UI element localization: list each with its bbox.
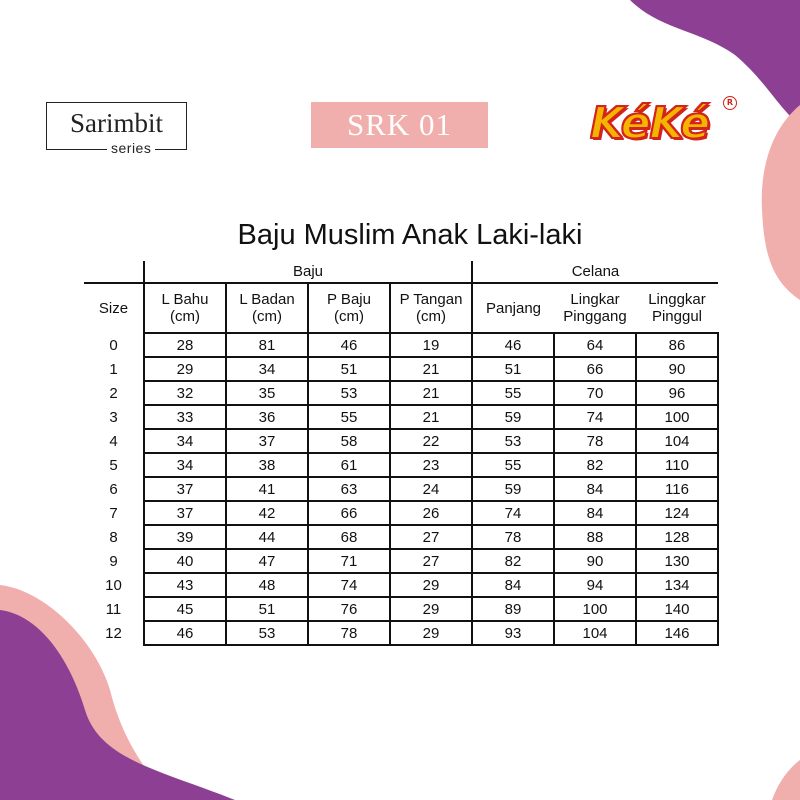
table-cell: 100 xyxy=(554,597,636,621)
table-cell: 74 xyxy=(554,405,636,429)
table-cell: 34 xyxy=(226,357,308,381)
table-cell: 134 xyxy=(636,573,718,597)
table-cell: 53 xyxy=(472,429,554,453)
table-cell: 29 xyxy=(390,597,472,621)
table-cell: 146 xyxy=(636,621,718,645)
column-header-3: P Baju (cm) xyxy=(308,283,390,333)
table-cell: 70 xyxy=(554,381,636,405)
table-cell: 55 xyxy=(308,405,390,429)
table-cell: 90 xyxy=(636,357,718,381)
group-header-empty xyxy=(84,261,144,283)
group-header-row xyxy=(84,261,718,283)
table-cell: 47 xyxy=(226,549,308,573)
table-cell: 93 xyxy=(472,621,554,645)
table-cell: 46 xyxy=(308,333,390,357)
table-cell: 40 xyxy=(144,549,226,573)
table-cell: 82 xyxy=(472,549,554,573)
table-cell: 59 xyxy=(472,405,554,429)
table-cell: 35 xyxy=(226,381,308,405)
table-cell: 104 xyxy=(554,621,636,645)
table-cell: 63 xyxy=(308,477,390,501)
column-header-1: L Bahu (cm) xyxy=(144,283,226,333)
size-cell: 11 xyxy=(105,600,122,618)
column-header-5: Panjang xyxy=(485,299,542,317)
sarimbit-logo-sub: series xyxy=(107,141,155,155)
table-row xyxy=(84,621,718,645)
column-header-4: P Tangan (cm) xyxy=(390,283,472,333)
size-cell: 8 xyxy=(109,528,118,546)
table-row xyxy=(84,573,718,597)
table-row xyxy=(84,405,718,429)
table-cell: 86 xyxy=(636,333,718,357)
table-cell: 33 xyxy=(144,405,226,429)
size-cell: 6 xyxy=(109,480,118,498)
table-cell: 42 xyxy=(226,501,308,525)
table-cell: 46 xyxy=(472,333,554,357)
table-cell: 78 xyxy=(554,429,636,453)
column-header-2: L Badan (cm) xyxy=(226,283,308,333)
sarimbit-logo-word: Sarimbit xyxy=(70,108,163,138)
table-cell: 88 xyxy=(554,525,636,549)
table-row xyxy=(84,381,718,405)
table-cell: 100 xyxy=(636,405,718,429)
pink-blob-bottom-right xyxy=(772,760,800,800)
table-cell: 64 xyxy=(554,333,636,357)
table-cell: 51 xyxy=(472,357,554,381)
column-header-6: Lingkar Pinggang xyxy=(563,291,627,325)
table-cell: 53 xyxy=(226,621,308,645)
keke-logo: KéKé xyxy=(590,98,710,149)
table-cell: 59 xyxy=(472,477,554,501)
table-cell: 81 xyxy=(226,333,308,357)
table-cell: 124 xyxy=(636,501,718,525)
table-cell: 74 xyxy=(308,573,390,597)
table-cell: 51 xyxy=(308,357,390,381)
table-cell: 58 xyxy=(308,429,390,453)
table-cell: 29 xyxy=(144,357,226,381)
product-code-badge: SRK 01 xyxy=(311,102,488,148)
table-cell: 36 xyxy=(226,405,308,429)
table-cell: 74 xyxy=(472,501,554,525)
table-cell: 89 xyxy=(472,597,554,621)
table-cell: 37 xyxy=(144,501,226,525)
table-row xyxy=(84,357,718,381)
table-cell: 32 xyxy=(144,381,226,405)
table-cell: 128 xyxy=(636,525,718,549)
table-cell: 116 xyxy=(636,477,718,501)
table-cell: 71 xyxy=(308,549,390,573)
sarimbit-logo xyxy=(46,102,187,156)
table-row xyxy=(84,453,718,477)
table-cell: 53 xyxy=(308,381,390,405)
table-cell: 104 xyxy=(636,429,718,453)
size-cell: 3 xyxy=(109,408,118,426)
table-cell: 48 xyxy=(226,573,308,597)
table-cell: 110 xyxy=(636,453,718,477)
table-cell: 37 xyxy=(226,429,308,453)
size-cell: 5 xyxy=(109,456,118,474)
table-cell: 96 xyxy=(636,381,718,405)
table-cell: 24 xyxy=(390,477,472,501)
table-cell: 55 xyxy=(472,453,554,477)
table-row xyxy=(84,429,718,453)
table-cell: 41 xyxy=(226,477,308,501)
table-row xyxy=(84,477,718,501)
pink-blob-right xyxy=(762,105,800,300)
table-cell: 21 xyxy=(390,381,472,405)
table-cell: 61 xyxy=(308,453,390,477)
table-row xyxy=(84,597,718,621)
table-cell: 94 xyxy=(554,573,636,597)
size-chart-table xyxy=(84,261,719,646)
page-title: Baju Muslim Anak Laki-laki xyxy=(237,219,583,251)
size-cell: 12 xyxy=(105,624,122,642)
table-cell: 44 xyxy=(226,525,308,549)
table-row xyxy=(84,525,718,549)
table-cell: 34 xyxy=(144,429,226,453)
table-cell: 23 xyxy=(390,453,472,477)
table-cell: 22 xyxy=(390,429,472,453)
table-cell: 21 xyxy=(390,405,472,429)
table-cell: 66 xyxy=(308,501,390,525)
size-cell: 10 xyxy=(105,576,122,594)
table-cell: 55 xyxy=(472,381,554,405)
table-cell: 26 xyxy=(390,501,472,525)
table-cell: 90 xyxy=(554,549,636,573)
table-cell: 29 xyxy=(390,621,472,645)
table-row xyxy=(84,333,718,357)
column-header-0: Size xyxy=(98,300,129,317)
size-cell: 2 xyxy=(109,384,118,402)
table-row xyxy=(84,549,718,573)
table-cell: 27 xyxy=(390,549,472,573)
column-header-row xyxy=(84,283,718,333)
table-cell: 66 xyxy=(554,357,636,381)
group-header-celana: Celana xyxy=(571,263,620,280)
group-header-baju: Baju xyxy=(144,261,472,283)
size-cell: 1 xyxy=(109,360,118,378)
table-row xyxy=(84,501,718,525)
table-cell: 84 xyxy=(554,477,636,501)
table-cell: 82 xyxy=(554,453,636,477)
table-cell: 34 xyxy=(144,453,226,477)
table-cell: 28 xyxy=(144,333,226,357)
column-header-7: Linggkar Pinggul xyxy=(648,291,706,325)
table-cell: 19 xyxy=(390,333,472,357)
size-table-body xyxy=(84,333,718,645)
table-cell: 38 xyxy=(226,453,308,477)
table-cell: 39 xyxy=(144,525,226,549)
table-cell: 45 xyxy=(144,597,226,621)
size-cell: 9 xyxy=(109,552,118,570)
table-cell: 29 xyxy=(390,573,472,597)
table-cell: 130 xyxy=(636,549,718,573)
table-cell: 84 xyxy=(554,501,636,525)
table-cell: 76 xyxy=(308,597,390,621)
table-cell: 27 xyxy=(390,525,472,549)
table-cell: 78 xyxy=(472,525,554,549)
table-cell: 46 xyxy=(144,621,226,645)
registered-icon: R xyxy=(723,96,737,110)
table-cell: 43 xyxy=(144,573,226,597)
table-cell: 51 xyxy=(226,597,308,621)
table-cell: 68 xyxy=(308,525,390,549)
table-cell: 21 xyxy=(390,357,472,381)
table-cell: 84 xyxy=(472,573,554,597)
table-cell: 140 xyxy=(636,597,718,621)
table-cell: 78 xyxy=(308,621,390,645)
table-cell: 37 xyxy=(144,477,226,501)
size-cell: 7 xyxy=(109,504,118,522)
size-cell: 0 xyxy=(109,336,118,354)
size-cell: 4 xyxy=(109,432,118,450)
